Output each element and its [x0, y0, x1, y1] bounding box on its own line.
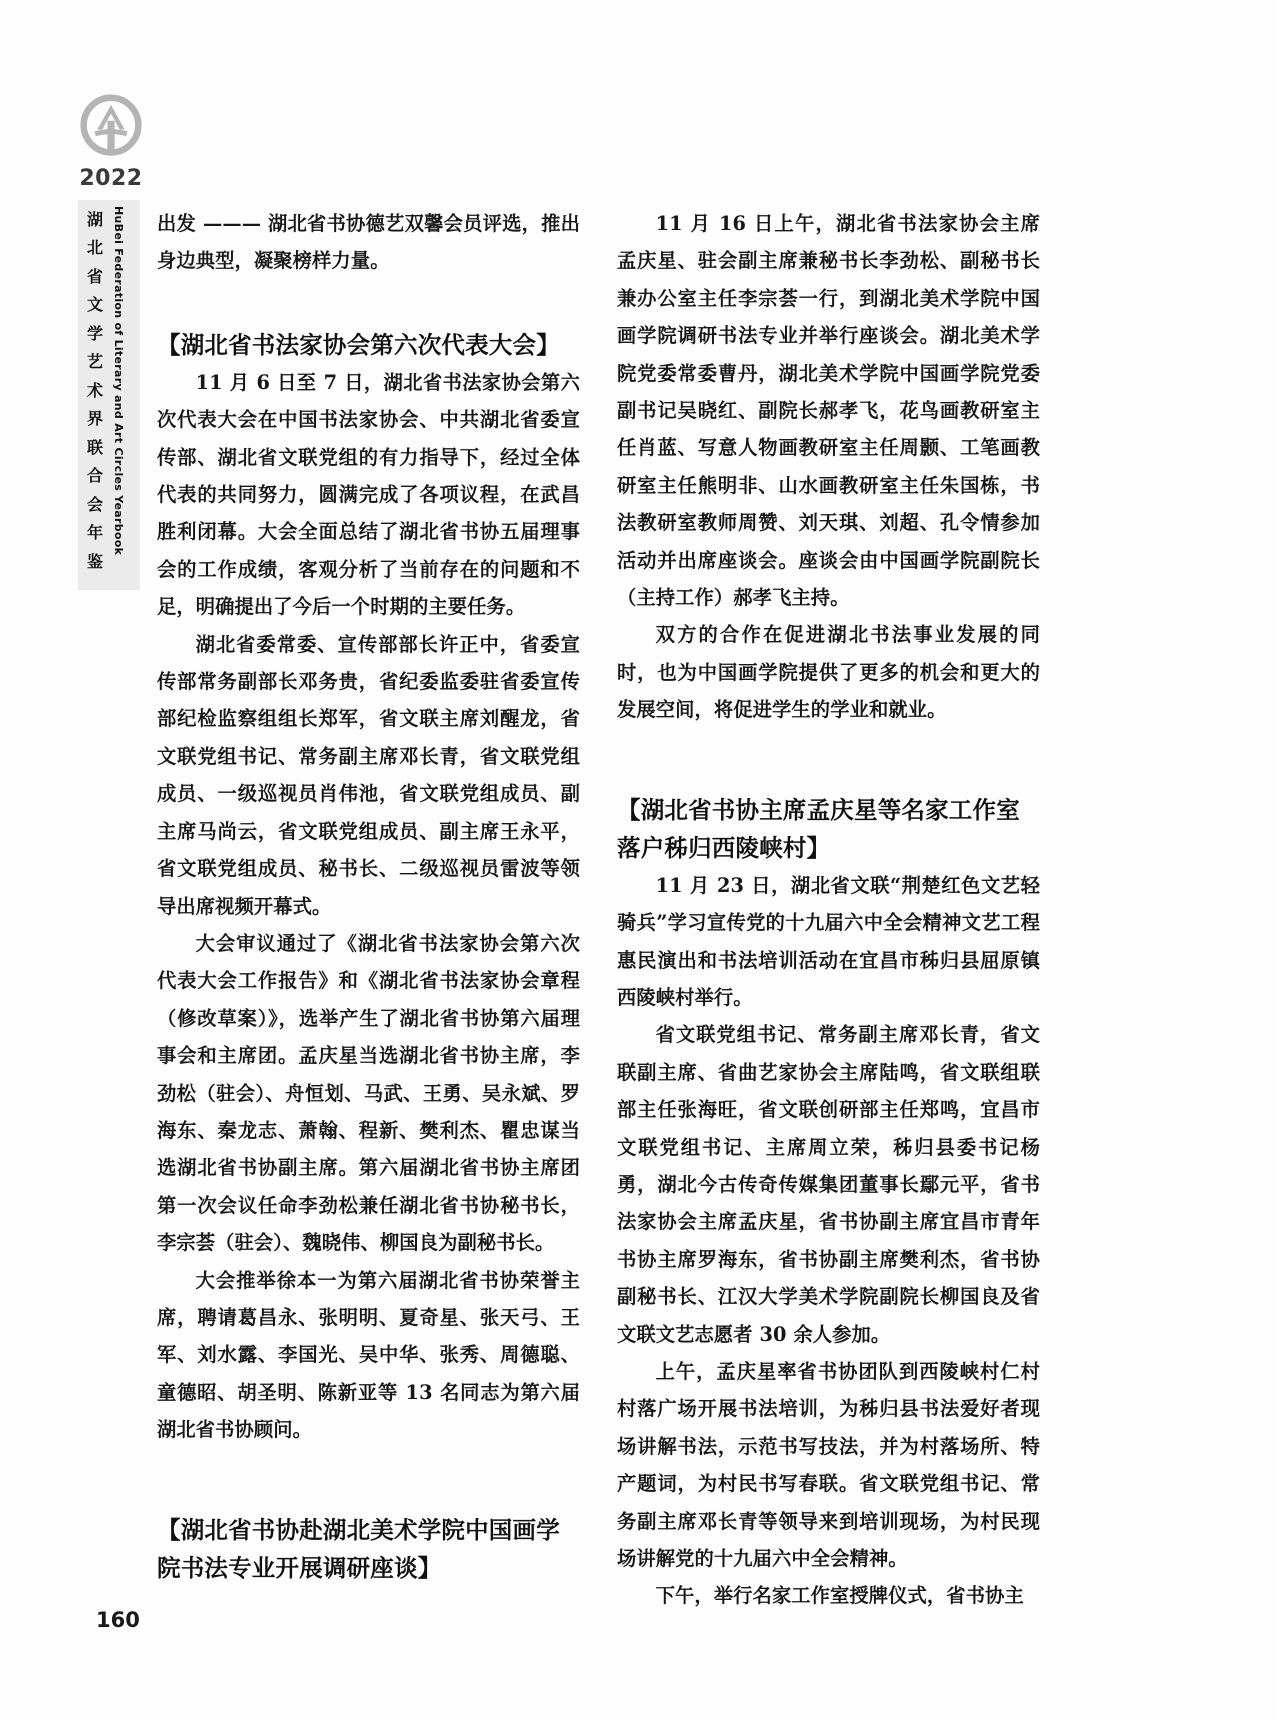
spacer — [157, 1449, 580, 1511]
section-heading-hubei-fine-arts-visit: 【湖北省书协赴湖北美术学院中国画学院书法专业开展调研座谈】 — [157, 1515, 560, 1582]
left-text-column — [157, 205, 580, 1587]
right-text-column — [617, 205, 1040, 1615]
paragraph-honorary-chair-and-advisors: 大会推举徐本一为第六届湖北省书协荣誉主席，聘请葛昌永、张明明、夏奇星、张天弓、王军、刘水露、李国光、吴中华、张秀、周德聪、童德昭、胡圣明、陈新亚等 13 名同志为第六届湖北省书协顾问。 — [157, 1268, 580, 1442]
section-heading-studio-xiling-village: 【湖北省书协主席孟庆星等名家工作室落户秭归西陵峡村】 — [617, 795, 1020, 862]
paragraph-research-symposium: 11 月 16 日上午，湖北省书法家协会主席孟庆星、驻会副主席兼秘书长李劲松、副秘书长兼办公室主任李宗荟一行，到湖北美术学院中国画学院调研书法专业并举行座谈会。湖北美术学院党委常委曹丹，湖北美术学院中国画学院党委副书记吴晓红、副院长郝孝飞，花鸟画教研室主任肖蓝、写意人物画教研室主任周颢、工笔画教研室主任熊明非、山水画教研室主任朱国栋，书法教研室教师周赞、刘天琪、刘超、孔令情参加活动并出席座谈会。座谈会由中国画学院副院长（主持工作）郝孝飞主持。 — [617, 212, 1040, 610]
page-margin-furniture — [0, 0, 155, 1719]
spine-title-en: HuBei Federation of Literary and Art Circles Yearbook — [112, 206, 125, 556]
paragraph-afternoon-ceremony: 下午，举行名家工作室授牌仪式，省书协主 — [655, 1584, 1024, 1608]
paragraph-attending-leaders: 湖北省委常委、宣传部部长许正中，省委宣传部常务副部长邓务贵，省纪委监委驻省委宣传部纪检监察组组长郑军，省文联主席刘醒龙，省文联党组书记、常务副主席邓长青，省文联党组成员、一级巡视员肖伟池，省文联党组成员、副主席马尚云，省文联党组成员、副主席王永平，省文联党组成员、秘书长、二级巡视员雷波等领导出席视频开幕式。 — [157, 632, 580, 918]
spacer — [157, 280, 580, 326]
continuation-paragraph: 出发 ——— 湖北省书协德艺双馨会员评选，推出身边典型，凝聚榜样力量。 — [157, 212, 580, 273]
yearbook-year: 2022 — [79, 166, 143, 191]
paragraph-resolutions-and-elections: 大会审议通过了《湖北省书法家协会第六次代表大会工作报告》和《湖北省书法家协会章程（修改草案）》，选举产生了湖北省书协第六届理事会和主席团。孟庆星当选湖北省书协主席，李劲松（驻会）、舟恒划、马武、王勇、吴永斌、罗海东、秦龙志、萧翰、程新、樊利杰、瞿忠谋当选湖北省书协副主席。第六届湖北省书协主席团第一次会议任命李劲松兼任湖北省书协秘书长，李宗荟（驻会）、魏晓伟、柳国良为副秘书长。 — [157, 931, 580, 1255]
yearbook-logo — [68, 92, 154, 190]
paragraph-morning-training: 上午，孟庆星率省书协团队到西陵峡村仁村村落广场开展书法培训，为秭归县书法爱好者现场讲解书法，示范书写技法，并为村落场所、特产题词，为村民书写春联。省文联党组书记、常务副主席邓长青等领导来到培训现场，为村民现场讲解党的十九届六中全会精神。 — [617, 1359, 1040, 1570]
spine-band — [78, 200, 140, 590]
section-heading-sixth-congress: 【湖北省书法家协会第六次代表大会】 — [157, 330, 560, 359]
paragraph-cooperation-outcome: 双方的合作在促进湖北书法事业发展的同时，也为中国画学院提供了更多的机会和更大的发展空间，将促进学生的学业和就业。 — [617, 623, 1040, 722]
spacer — [617, 729, 1040, 791]
spine-title-cn: 湖北省文学艺术界联合会年鉴 — [86, 210, 103, 571]
page-number: 160 — [96, 1608, 140, 1632]
paragraph-congress-overview: 11 月 6 日至 7 日，湖北省书法家协会第六次代表大会在中国书法家协会、中共湖北省委宣传部、湖北省文联党组的有力指导下，经过全体代表的共同努力，圆满完成了各项议程，在武昌胜利闭幕。大会全面总结了湖北省书协五届理事会的工作成绩，客观分析了当前存在的问题和不足，明确提出了今后一个时期的主要任务。 — [157, 370, 580, 619]
paragraph-event-announcement: 11 月 23 日，湖北省文联“荆楚红色文艺轻骑兵”学习宣传党的十九届六中全会精神文艺工程惠民演出和书法培训活动在宜昌市秭归县屈原镇西陵峡村举行。 — [617, 873, 1040, 1009]
paragraph-participant-list: 省文联党组书记、常务副主席邓长青，省文联副主席、省曲艺家协会主席陆鸣，省文联组联部主任张海旺，省文联创研部主任郑鸣，宜昌市文联党组书记、主席周立荣，秭归县委书记杨勇，湖北今古传奇传媒集团董事长鄢元平，省书法家协会主席孟庆星，省书协副主席宜昌市青年书协主席罗海东，省书协副主席樊利杰，省书协副秘书长、江汉大学美术学院副院长柳国良及省文联文艺志愿者 30 余人参加。 — [617, 1023, 1040, 1346]
arch-emblem-icon — [75, 92, 147, 164]
